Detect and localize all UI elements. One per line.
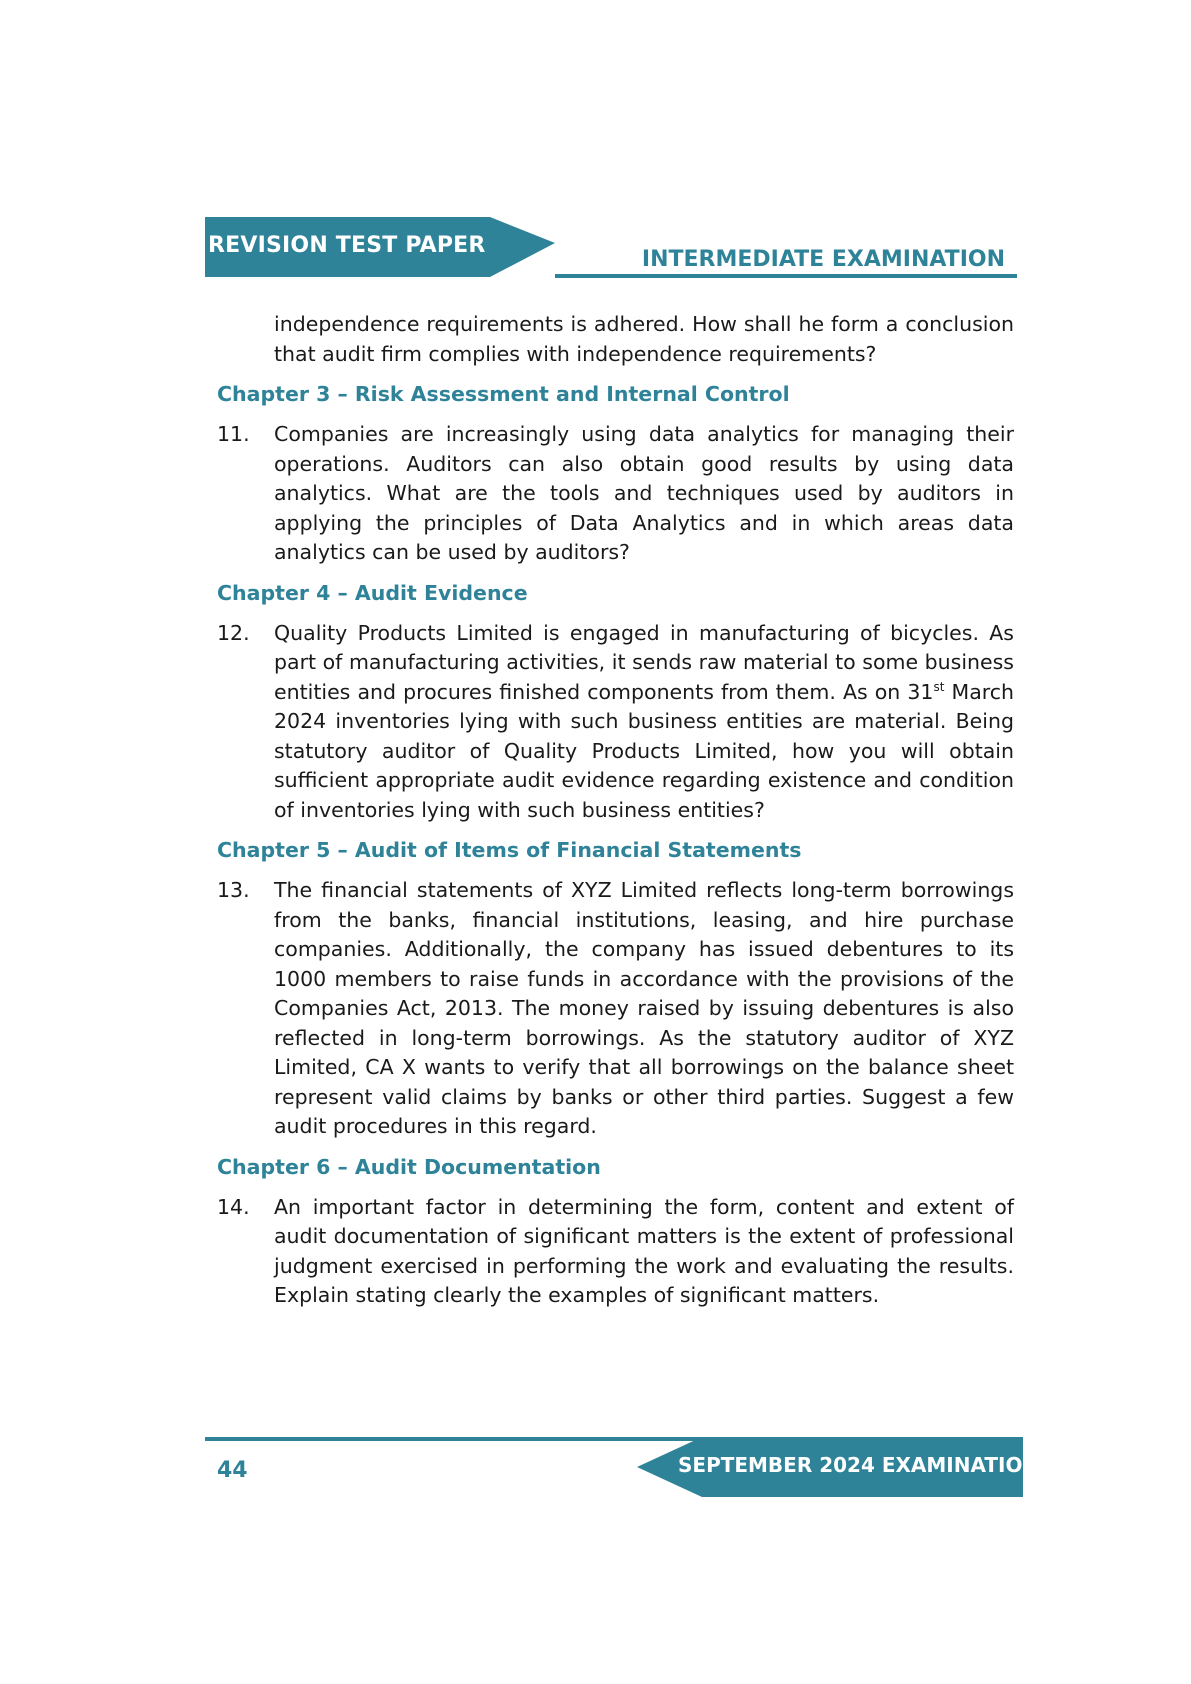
chapter-heading: Chapter 6 – Audit Documentation [217, 1154, 601, 1179]
question-text: Companies are increasingly using data analytics for managing their operations. Auditors can also obtain good results by using data analytics. What are the tools and techniques used by auditors in applying the principles of Data Analytics and in which areas data analytics can be used by auditors? [274, 422, 1014, 564]
question-text: The financial statements of XYZ Limited reflects long-term borrowings from the banks, financial institutions, leasing, and hire purchase companies. Additionally, the company has issued debentures to its 1000 members to raise funds in accordance with the provisions of the Companies Act, 2013. The money raised by issuing debentures is also reflected in long-term borrowings. As the statutory auditor of XYZ Limited, CA X wants to verify that all borrowings on the balance sheet represent valid claims by banks or other third parties. Suggest a few audit procedures in this regard. [274, 878, 1014, 1138]
question-number: 12. [217, 620, 250, 645]
page-header [205, 217, 1017, 279]
question-text-part: March 2024 inventories lying with such business entities are material. Being statutory auditor of Quality Products Limited, how you will obtain sufficient appropriate audit evidence regarding existence and condition of inventories lying with such business entities? [274, 679, 1014, 822]
question-number: 14. [217, 1194, 250, 1219]
question-item [217, 619, 1014, 826]
question-item [217, 1193, 1014, 1311]
page-content [217, 310, 1014, 1311]
question-text: An important factor in determining the form, content and extent of audit documentation of significant matters is the extent of professional judgment exercised in performing the work and evaluating the results. Explain stating clearly the examples of significant matters. [274, 1194, 1014, 1307]
question-item [217, 876, 1014, 1142]
chapter-heading: Chapter 5 – Audit of Items of Financial Statements [217, 838, 802, 862]
chapter-heading: Chapter 3 – Risk Assessment and Internal Control [217, 382, 790, 406]
continuation-paragraph: independence requirements is adhered. How shall he form a conclusion that audit firm complies with independence requirements? [274, 312, 1014, 366]
header-rule [555, 274, 1017, 278]
header-right-title: INTERMEDIATE EXAMINATION [641, 247, 1005, 272]
question-item [217, 420, 1014, 568]
page-number: 44 [217, 1458, 248, 1483]
question-number: 13. [217, 878, 250, 902]
question-text [274, 619, 1014, 826]
chapter-heading: Chapter 4 – Audit Evidence [217, 580, 528, 605]
footer-right-title: SEPTEMBER 2024 EXAMINATION [678, 1453, 1040, 1477]
header-left-title: REVISION TEST PAPER [208, 233, 486, 258]
question-text-part: Quality Products Limited is engaged in manufacturing of bicycles. As part of manufacturing activities, it sends raw material to some business entities and procures finished components from them. As on 31 [274, 620, 1014, 704]
ordinal-superscript: st [933, 679, 945, 694]
question-number: 11. [217, 422, 250, 446]
